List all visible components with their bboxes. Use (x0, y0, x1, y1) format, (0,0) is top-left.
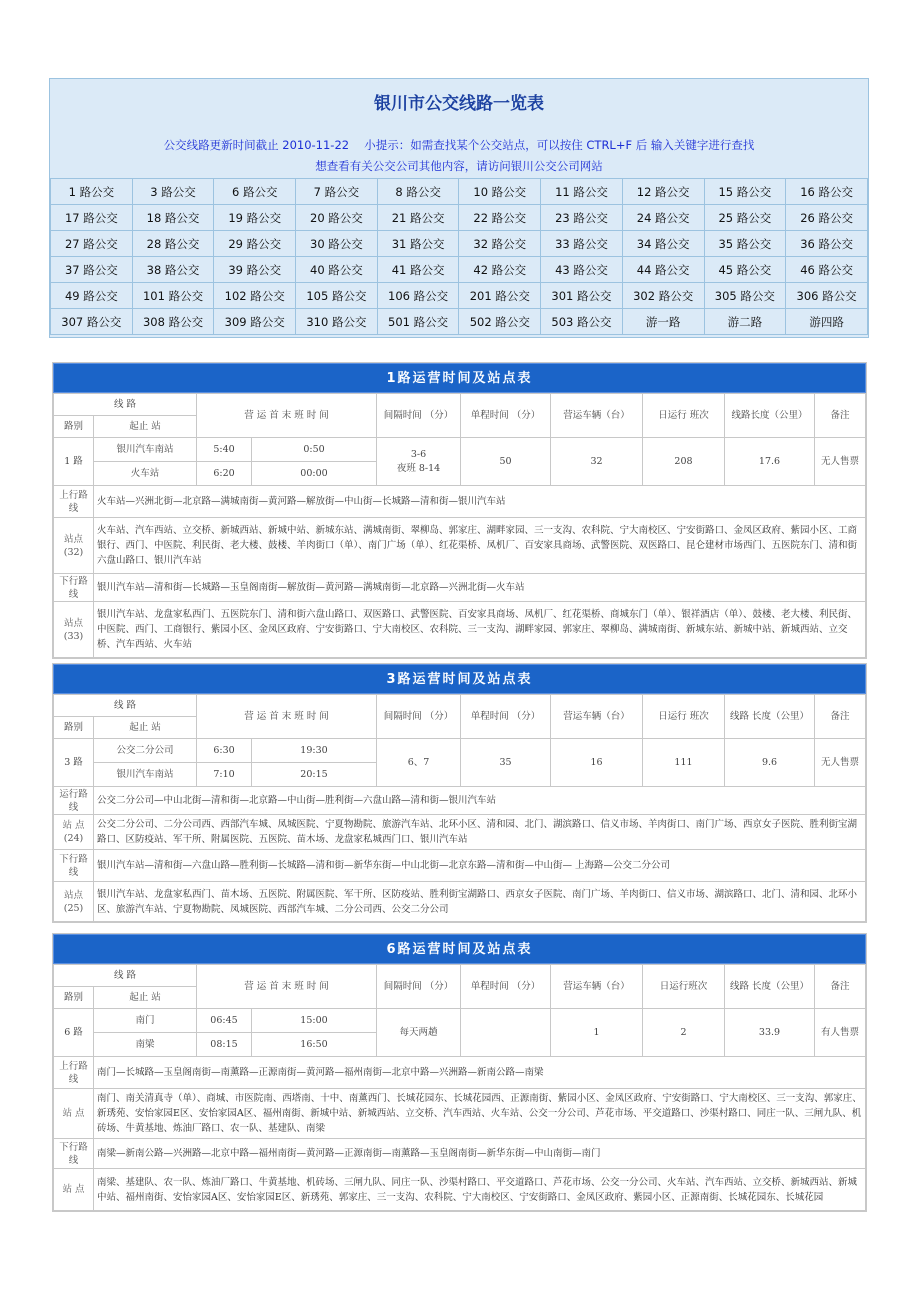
route-index-panel (49, 78, 869, 338)
down-stops-label: 站点(33) (54, 602, 94, 658)
length-value: 17.6 (725, 438, 815, 486)
header-remarks: 备注 (815, 695, 866, 739)
vehicles-value: 1 (551, 1009, 643, 1057)
length-value: 33.9 (725, 1009, 815, 1057)
route-grid-row (51, 283, 868, 309)
remarks-value: 无人售票 (815, 739, 866, 787)
schedule-table (53, 694, 866, 922)
header-remarks: 备注 (815, 965, 866, 1009)
route-link[interactable]: 31 路公交 (377, 231, 459, 257)
terminal-b: 南梁 (94, 1033, 197, 1057)
route-link[interactable]: 40 路公交 (296, 257, 378, 283)
route-link[interactable]: 23 路公交 (541, 205, 623, 231)
trip-time-value: 50 (461, 438, 551, 486)
header-length: 线路 长度（公里） (725, 965, 815, 1009)
last-bus-a: 15:00 (252, 1009, 377, 1033)
route-link[interactable]: 24 路公交 (622, 205, 704, 231)
terminal-a: 公交二分公司 (94, 739, 197, 763)
route-link[interactable]: 8 路公交 (377, 179, 459, 205)
down-route-text: 银川汽车站—清和街—长城路—玉皇阁南街—解放街—黄河路—满城南街—北京路—兴洲北街—火车站 (94, 574, 866, 602)
first-bus-a: 5:40 (197, 438, 252, 462)
down-stops-text: 南梁、基建队、农一队、炼油厂路口、牛黄基地、机砖场、三闸九队、同庄一队、沙渠村路口、平交道路口、芦花市场、公交一分公司、火车站、汽车西站、立交桥、新城西站、新城中站、福州南街、安怡家园A区、安怡家园E区、新琇苑、郭家庄、三一支沟、农科院、宁大南校区、宁安街路口、金凤区政府、紫园小区、正源南街、长城花园东、长城花园 (94, 1169, 866, 1211)
down-stops-label: 站 点 (54, 1169, 94, 1211)
header-terminals: 起止 站 (94, 416, 197, 438)
header-vehicles: 营运车辆（台） (551, 695, 643, 739)
route-link[interactable]: 309 路公交 (214, 309, 296, 335)
vehicles-value: 16 (551, 739, 643, 787)
header-trip-time: 单程时间 （分） (461, 965, 551, 1009)
down-stops-text: 银川汽车站、龙盘家私西门、五医院东门、清和街六盘山路口、双医路口、武警医院、百安家具商场、凤机厂、红花渠桥、商城东门（单）、银祥酒店（单）、鼓楼、老大楼、利民街、中医院、西门、工商银行、紫园小区、金凤区政府、宁安街路口、宁大南校区、农科院、三一支沟、湖畔家园、郭家庄、翠柳岛、满城南街、新城东站、新城中站、新城西站、立交桥、汽车西站、火车站 (94, 602, 866, 658)
header-length: 线路长度（公里） (725, 394, 815, 438)
header-route-id: 路别 (54, 416, 94, 438)
length-value: 9.6 (725, 739, 815, 787)
route-id: 1 路 (54, 438, 94, 486)
down-stops-text: 银川汽车站、龙盘家私西门、苗木场、五医院、附属医院、军干所、区防疫站、胜利街宝湖路口、西京女子医院、南门广场、羊肉街口、信义市场、湖滨路口、北门、清和园、北环小区、旅游汽车站、宁夏物勘院、凤城医院、西部汽车城、二分公司西、公交二分公司 (94, 882, 866, 922)
update-note: 公交线路更新时间截止 2010-11-22 小提示：如需查找某个公交站点，可以按住 CTRL+F 后 输入关键字进行查找 (163, 138, 755, 152)
route-link[interactable]: 307 路公交 (51, 309, 133, 335)
route-grid-row (51, 309, 868, 335)
route-link[interactable]: 29 路公交 (214, 231, 296, 257)
terminal-b: 火车站 (94, 462, 197, 486)
up-route-label: 上行路线 (54, 1057, 94, 1089)
route-link[interactable]: 46 路公交 (786, 257, 868, 283)
route-link[interactable]: 20 路公交 (296, 205, 378, 231)
trip-time-value (461, 1009, 551, 1057)
route-link[interactable]: 16 路公交 (786, 179, 868, 205)
route-id: 3 路 (54, 739, 94, 787)
remarks-value: 有人售票 (815, 1009, 866, 1057)
route-grid-row (51, 257, 868, 283)
route-link[interactable]: 1 路公交 (51, 179, 133, 205)
header-trip-time: 单程时间 （分） (461, 394, 551, 438)
route-link[interactable]: 7 路公交 (296, 179, 378, 205)
route-link[interactable]: 15 路公交 (704, 179, 786, 205)
route-link[interactable]: 301 路公交 (541, 283, 623, 309)
route-link[interactable]: 26 路公交 (786, 205, 868, 231)
header-length: 线路 长度（公里） (725, 695, 815, 739)
route-link[interactable]: 42 路公交 (459, 257, 541, 283)
interval-value: 每天两趟 (377, 1009, 461, 1057)
header-interval: 间隔时间 （分） (377, 695, 461, 739)
up-route-text: 公交二分公司—中山北街—清和街—北京路—中山街—胜利街—六盘山路—清和街—银川汽车站 (94, 787, 866, 815)
down-route-label: 下行路线 (54, 850, 94, 882)
up-stops-text: 火车站、汽车西站、立交桥、新城西站、新城中站、新城东站、满城南街、翠柳岛、郭家庄、湖畔家园、三一支沟、农科院、宁大南校区、宁安街路口、金凤区政府、紫园小区、工商银行、西门、中医院、利民街、老大楼、鼓楼、羊肉街口（单）、南门广场（单）、红花渠桥、凤机厂、百安家具商场、武警医院、双医路口、昆仑建材市场西门、五医院东门、清和街六盘山路口、银川汽车站 (94, 518, 866, 574)
route-link[interactable]: 3 路公交 (132, 179, 214, 205)
route-link[interactable]: 503 路公交 (541, 309, 623, 335)
down-route-text: 南梁—新南公路—兴洲路—北京中路—福州南街—黄河路—正源南街—南薰路—玉皇阁南街—新华东街—中山南街—南门 (94, 1139, 866, 1169)
header-times: 营 运 首 末 班 时 间 (197, 695, 377, 739)
daily-trips-value: 2 (643, 1009, 725, 1057)
route-grid-row (51, 231, 868, 257)
route-link[interactable]: 25 路公交 (704, 205, 786, 231)
terminal-a: 银川汽车南站 (94, 438, 197, 462)
last-bus-b: 00:00 (252, 462, 377, 486)
up-stops-text: 公交二分公司、二分公司西、西部汽车城、凤城医院、宁夏物勘院、旅游汽车站、北环小区、清和园、北门、湖滨路口、信义市场、羊肉街口、南门广场、西京女子医院、胜利街宝湖路口、区防疫站、军干所、附属医院、五医院、苗木场、龙盘家私城西门口、银川汽车站 (94, 815, 866, 850)
route-link[interactable]: 12 路公交 (622, 179, 704, 205)
route-link[interactable]: 18 路公交 (132, 205, 214, 231)
last-bus-b: 16:50 (252, 1033, 377, 1057)
route-link[interactable]: 201 路公交 (459, 283, 541, 309)
header-daily-trips: 日运行 班次 (643, 695, 725, 739)
route-link[interactable]: 22 路公交 (459, 205, 541, 231)
up-route-label: 运行路线 (54, 787, 94, 815)
route-link[interactable]: 43 路公交 (541, 257, 623, 283)
route-link-grid (50, 178, 868, 335)
header-daily-trips: 日运行 班次 (643, 394, 725, 438)
last-bus-a: 19:30 (252, 739, 377, 763)
schedule-table (53, 393, 866, 658)
last-bus-b: 20:15 (252, 763, 377, 787)
route-link[interactable]: 502 路公交 (459, 309, 541, 335)
section-banner: 1路运营时间及站点表 (53, 363, 866, 393)
route-link[interactable]: 游四路 (786, 309, 868, 335)
route-link[interactable]: 45 路公交 (704, 257, 786, 283)
remarks-value: 无人售票 (815, 438, 866, 486)
up-route-label: 上行路线 (54, 486, 94, 518)
first-bus-a: 06:45 (197, 1009, 252, 1033)
header-line: 线 路 (54, 695, 197, 717)
up-route-text: 火车站—兴洲北街—北京路—满城南街—黄河路—解放街—中山街—长城路—清和街—银川汽车站 (94, 486, 866, 518)
route-link[interactable]: 302 路公交 (622, 283, 704, 309)
header-times: 营 运 首 末 班 时 间 (197, 965, 377, 1009)
daily-trips-value: 208 (643, 438, 725, 486)
route-link[interactable]: 27 路公交 (51, 231, 133, 257)
up-stops-text: 南门、南关清真寺（单）、商城、市医院南、西塔南、十中、南薰西门、长城花园东、长城花园西、正源南街、紫园小区、金凤区政府、宁安街路口、宁大南校区、三一支沟、郭家庄、新琇苑、安怡家园E区、安怡家园A区、福州南街、新城中站、新城西站、立交桥、汽车西站、火车站、公交一分公司、芦花市场、平交道路口、沙渠村路口、同庄一队、三闸九队、机砖场、牛黄基地、炼油厂路口、农一队、基建队、南梁 (94, 1089, 866, 1139)
up-stops-label: 站 点(24) (54, 815, 94, 850)
header-interval: 间隔时间 （分） (377, 965, 461, 1009)
route-link[interactable]: 308 路公交 (132, 309, 214, 335)
route-link[interactable]: 34 路公交 (622, 231, 704, 257)
daily-trips-value: 111 (643, 739, 725, 787)
interval-value: 6、7 (377, 739, 461, 787)
route-link[interactable]: 37 路公交 (51, 257, 133, 283)
header-line: 线 路 (54, 394, 197, 416)
first-bus-a: 6:30 (197, 739, 252, 763)
route-link[interactable]: 101 路公交 (132, 283, 214, 309)
vehicles-value: 32 (551, 438, 643, 486)
route-link[interactable]: 28 路公交 (132, 231, 214, 257)
down-route-label: 下行路线 (54, 574, 94, 602)
route-link[interactable]: 306 路公交 (786, 283, 868, 309)
schedule-table (53, 964, 866, 1211)
last-bus-a: 0:50 (252, 438, 377, 462)
route-id: 6 路 (54, 1009, 94, 1057)
route-link[interactable]: 32 路公交 (459, 231, 541, 257)
route-link[interactable]: 39 路公交 (214, 257, 296, 283)
trip-time-value: 35 (461, 739, 551, 787)
interval-value: 3-6 夜班 8-14 (377, 438, 461, 486)
route-link[interactable]: 游一路 (622, 309, 704, 335)
route-link[interactable]: 310 路公交 (296, 309, 378, 335)
route-link[interactable]: 305 路公交 (704, 283, 786, 309)
route-link[interactable]: 38 路公交 (132, 257, 214, 283)
header-daily-trips: 日运行班次 (643, 965, 725, 1009)
up-stops-label: 站 点 (54, 1089, 94, 1139)
header-terminals: 起止 站 (94, 987, 197, 1009)
route-section-6 (52, 933, 867, 1212)
up-route-text: 南门—长城路—玉皇阁南街—南薰路—正源南街—黄河路—福州南街—北京中路—兴洲路—新南公路—南梁 (94, 1057, 866, 1089)
header-times: 营 运 首 末 班 时 间 (197, 394, 377, 438)
route-link[interactable]: 501 路公交 (377, 309, 459, 335)
section-banner: 6路运营时间及站点表 (53, 934, 866, 964)
route-grid-row (51, 205, 868, 231)
route-link[interactable]: 33 路公交 (541, 231, 623, 257)
route-link[interactable]: 102 路公交 (214, 283, 296, 309)
header-line: 线 路 (54, 965, 197, 987)
website-link[interactable]: 想查看有关公交公司其他内容，请访问银川公交公司网站 (315, 159, 603, 173)
header-route-id: 路别 (54, 717, 94, 739)
route-link[interactable]: 36 路公交 (786, 231, 868, 257)
route-link[interactable]: 49 路公交 (51, 283, 133, 309)
route-link[interactable]: 21 路公交 (377, 205, 459, 231)
route-link[interactable]: 19 路公交 (214, 205, 296, 231)
route-section-3 (52, 663, 867, 923)
route-section-1 (52, 362, 867, 659)
route-grid-row (51, 179, 868, 205)
first-bus-b: 6:20 (197, 462, 252, 486)
header-trip-time: 单程时间 （分） (461, 695, 551, 739)
header-terminals: 起止 站 (94, 717, 197, 739)
header-vehicles: 营运车辆（台） (551, 965, 643, 1009)
header-route-id: 路别 (54, 987, 94, 1009)
route-link[interactable]: 41 路公交 (377, 257, 459, 283)
down-route-text: 银川汽车站—清和街—六盘山路—胜利街—长城路—清和街—新华东街—中山北街—北京东路—清和街—中山街— 上海路—公交二分公司 (94, 850, 866, 882)
route-link[interactable]: 10 路公交 (459, 179, 541, 205)
down-stops-label: 站点(25) (54, 882, 94, 922)
route-link[interactable]: 11 路公交 (541, 179, 623, 205)
header-vehicles: 营运车辆（台） (551, 394, 643, 438)
first-bus-b: 08:15 (197, 1033, 252, 1057)
page-title: 银川市公交线路一览表 (374, 94, 544, 114)
header-interval: 间隔时间 （分） (377, 394, 461, 438)
route-link[interactable]: 6 路公交 (214, 179, 296, 205)
section-banner: 3路运营时间及站点表 (53, 664, 866, 694)
route-link[interactable]: 35 路公交 (704, 231, 786, 257)
route-link[interactable]: 17 路公交 (51, 205, 133, 231)
down-route-label: 下行路线 (54, 1139, 94, 1169)
route-link[interactable]: 游二路 (704, 309, 786, 335)
route-link[interactable]: 105 路公交 (296, 283, 378, 309)
terminal-b: 银川汽车南站 (94, 763, 197, 787)
terminal-a: 南门 (94, 1009, 197, 1033)
route-link[interactable]: 106 路公交 (377, 283, 459, 309)
up-stops-label: 站点(32) (54, 518, 94, 574)
route-link[interactable]: 44 路公交 (622, 257, 704, 283)
first-bus-b: 7:10 (197, 763, 252, 787)
route-link[interactable]: 30 路公交 (296, 231, 378, 257)
header-remarks: 备注 (815, 394, 866, 438)
